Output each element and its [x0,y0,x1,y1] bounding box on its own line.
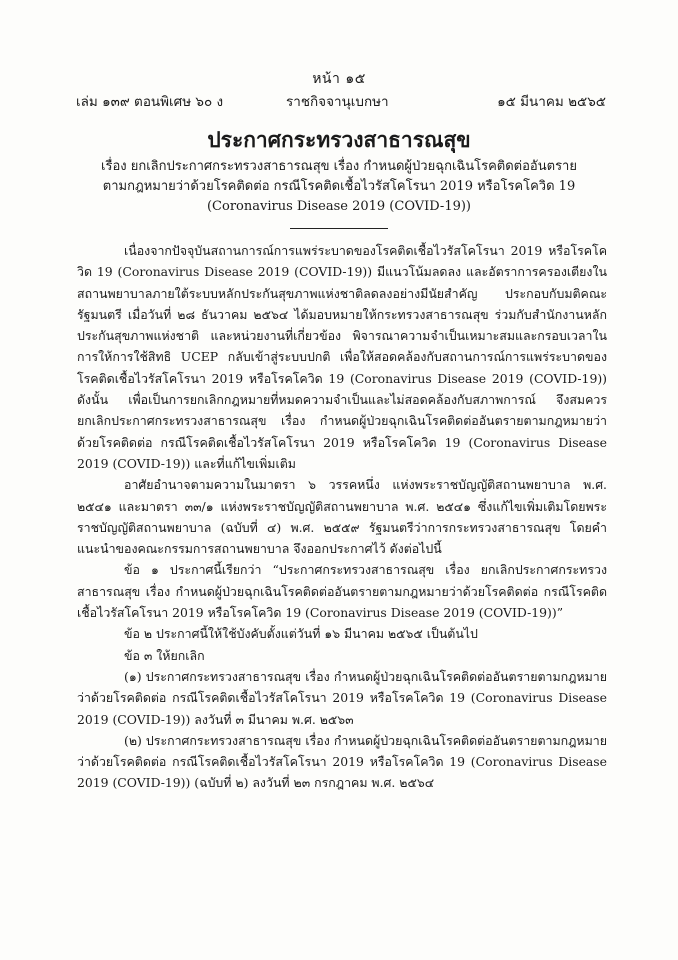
document-title: ประกาศกระทรวงสาธารณสุข [207,127,471,152]
preamble-paragraph: เนื่องจากปัจจุบันสถานการณ์การแพร่ระบาดของโรคติดเชื้อไวรัสโคโรนา 2019 หรือโรคโควิด 19 (Coronavirus Disease 2019 (COVID-19)) มีแนวโน้มลดลง และอัตราการครองเตียงในสถานพยาบาลภายใต้ระบบหลักประกันสุขภาพแห่งชาติลดลงอย่างมีนัยสำคัญ ประกอบกับมติคณะรัฐมนตรี เมื่อวันที่ ๒๘ ธันวาคม ๒๕๖๔ ได้มอบหมายให้กระทรวงสาธารณสุข ร่วมกับสำนักงานหลักประกันสุขภาพแห่งชาติ และหน่วยงานที่เกี่ยวข้อง พิจารณาความจำเป็นเหมาะสมและกรอบเวลาในการให้การใช้สิทธิ UCEP กลับเข้าสู่ระบบปกติ เพื่อให้สอดคล้องกับสถานการณ์การแพร่ระบาดของโรคติดเชื้อไวรัสโคโรนา 2019 หรือโรคโควิด 19 (Coronavirus Disease 2019 (COVID-19)) ดังนั้น เพื่อเป็นการยกเลิกกฎหมายที่หมดความจำเป็นและไม่สอดคล้องกับสภาพการณ์ จึงสมควรยกเลิกประกาศกระทรวงสาธารณสุข เรื่อง กำหนดผู้ป่วยฉุกเฉินโรคติดต่ออันตรายตามกฎหมายว่าด้วยโรคติดต่อ กรณีโรคติดเชื้อไวรัสโคโรนา 2019 หรือโรคโควิด 19 (Coronavirus Disease 2019 (COVID-19)) และที่แก้ไขเพิ่มเติม [77,243,607,471]
title-divider [290,228,388,229]
clause-3-item-1: (๑) ประกาศกระทรวงสาธารณสุข เรื่อง กำหนดผู้ป่วยฉุกเฉินโรคติดต่ออันตรายตามกฎหมายว่าด้วยโรคติดต่อ กรณีโรคติดเชื้อไวรัสโคโรนา 2019 หรือโรคโควิด 19 (Coronavirus Disease 2019 (COVID-19)) ลงวันที่ ๓ มีนาคม พ.ศ. ๒๕๖๓ [77,668,607,727]
clause-3: ข้อ ๓ ให้ยกเลิก [124,647,205,663]
volume-issue: เล่ม ๑๓๙ ตอนพิเศษ ๖๐ ง [76,94,224,110]
subject-line-3: (Coronavirus Disease 2019 (COVID-19)) [206,199,472,214]
gazette-header [76,90,606,112]
gazette-name: ราชกิจจานุเบกษา [286,94,389,110]
gazette-date: ๑๕ มีนาคม ๒๕๖๕ [497,94,606,110]
authority-paragraph: อาศัยอำนาจตามความในมาตรา ๖ วรรคหนึ่ง แห่งพระราชบัญญัติสถานพยาบาล พ.ศ. ๒๕๔๑ และมาตรา ๓๓/๑ แห่งพระราชบัญญัติสถานพยาบาล พ.ศ. ๒๕๔๑ ซึ่งแก้ไขเพิ่มเติมโดยพระราชบัญญัติสถานพยาบาล (ฉบับที่ ๔) พ.ศ. ๒๕๕๙ รัฐมนตรีว่าการกระทรวงสาธารณสุข โดยคำแนะนำของคณะกรรมการสถานพยาบาล จึงออกประกาศไว้ ดังต่อไปนี้ [77,477,607,557]
document-body [77,240,607,794]
clause-1: ข้อ ๑ ประกาศนี้เรียกว่า “ประกาศกระทรวงสาธารณสุข เรื่อง ยกเลิกประกาศกระทรวงสาธารณสุข เรื่อง กำหนดผู้ป่วยฉุกเฉินโรคติดต่ออันตรายตามกฎหมายว่าด้วยโรคติดต่อ กรณีโรคติดเชื้อไวรัสโคโรนา 2019 หรือโรคโควิด 19 (Coronavirus Disease 2019 (COVID-19))” [77,562,607,621]
page-number: หน้า ๑๕ [312,71,366,87]
subject-line-1: เรื่อง ยกเลิกประกาศกระทรวงสาธารณสุข เรื่อง กำหนดผู้ป่วยฉุกเฉินโรคติดต่ออันตราย [101,159,577,174]
document-subject [40,157,638,217]
clause-3-item-2: (๒) ประกาศกระทรวงสาธารณสุข เรื่อง กำหนดผู้ป่วยฉุกเฉินโรคติดต่ออันตรายตามกฎหมายว่าด้วยโรคติดต่อ กรณีโรคติดเชื้อไวรัสโคโรนา 2019 หรือโรคโควิด 19 (Coronavirus Disease 2019 (COVID-19)) (ฉบับที่ ๒) ลงวันที่ ๒๓ กรกฎาคม พ.ศ. ๒๕๖๔ [77,732,607,791]
subject-line-2: ตามกฎหมายว่าด้วยโรคติดต่อ กรณีโรคติดเชื้อไวรัสโคโรนา 2019 หรือโรคโควิด 19 [102,179,576,194]
clause-2: ข้อ ๒ ประกาศนี้ให้ใช้บังคับตั้งแต่วันที่ ๑๖ มีนาคม ๒๕๖๕ เป็นต้นไป [124,626,478,642]
